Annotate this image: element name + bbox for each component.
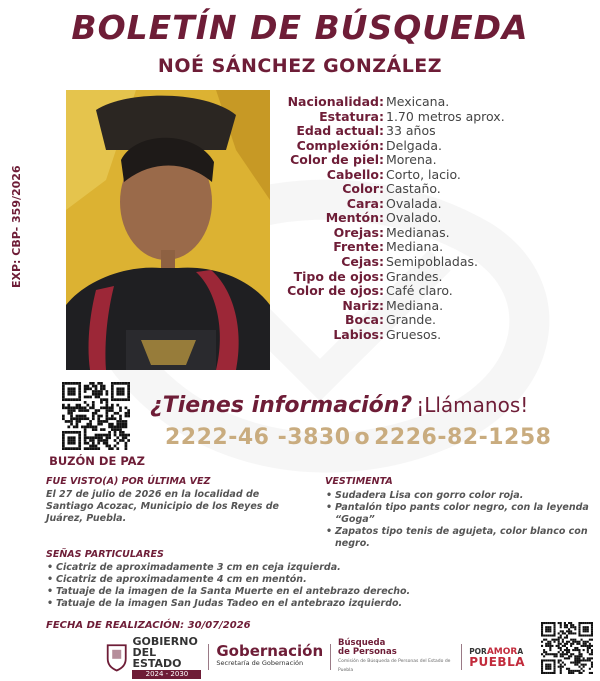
info-call: ¡Llámanos! xyxy=(416,393,529,417)
attribute-row xyxy=(280,284,580,299)
clothing-heading: VESTIMENTA xyxy=(325,476,393,487)
marks-heading: SEÑAS PARTICULARES xyxy=(46,549,164,560)
attribute-label: Frente: xyxy=(333,239,384,255)
attribute-label: Orejas: xyxy=(333,224,384,240)
attribute-label: Complexión: xyxy=(296,137,384,153)
gobernacion-subtitle: Secretaría de Gobernación xyxy=(216,659,304,667)
attribute-row xyxy=(280,328,580,343)
attribute-label: Labios: xyxy=(333,326,384,342)
gobernacion-logo xyxy=(216,642,324,669)
footer-divider xyxy=(461,644,462,670)
attribute-value: Mexicana. xyxy=(386,94,450,109)
phone-numbers xyxy=(165,425,585,450)
marks-section xyxy=(46,549,546,610)
por-amor-a-puebla-logo xyxy=(469,647,525,667)
por-text: POR xyxy=(469,647,487,656)
attribute-value: Medianas. xyxy=(386,224,450,240)
busqueda-subtitle: Comisión de Búsqueda de Personas del Estado de Puebla xyxy=(338,659,451,673)
attribute-label: Cabello: xyxy=(326,166,384,182)
gobernacion-title: Gobernación xyxy=(216,642,324,660)
amor-text: AMOR xyxy=(486,647,518,657)
person-name: NOÉ SÁNCHEZ GONZÁLEZ xyxy=(157,55,443,77)
info-banner xyxy=(150,393,590,418)
attribute-value: Mediana. xyxy=(386,239,444,255)
busqueda-line-2: de Personas xyxy=(338,647,397,657)
footer-qr-code[interactable] xyxy=(541,622,593,674)
attribute-label: Cara: xyxy=(346,195,384,211)
clothing-item: • Zapatos tipo tenis de agujeta, color blanco con negro. xyxy=(325,526,590,550)
mark-item: • Cicatriz de aproximadamente 4 cm en mentón. xyxy=(46,574,546,586)
puebla-text: PUEBLA xyxy=(469,655,526,669)
mark-item: • Tatuaje de la imagen San Judas Tadeo en el antebrazo izquierdo. xyxy=(46,598,546,610)
attribute-label: Nariz: xyxy=(342,297,384,313)
attributes-list xyxy=(280,95,580,342)
attribute-row xyxy=(280,211,580,226)
attribute-label: Mentón: xyxy=(325,210,384,226)
attribute-row xyxy=(280,226,580,241)
attribute-value: Ovalado. xyxy=(386,210,442,226)
attribute-row xyxy=(280,197,580,212)
attribute-row xyxy=(280,270,580,285)
attribute-row xyxy=(280,255,580,270)
attribute-row xyxy=(280,182,580,197)
info-question: ¿Tienes información? xyxy=(150,393,413,418)
attribute-row xyxy=(280,313,580,328)
bulletin-title: BOLETÍN DE BÚSQUEDA xyxy=(71,8,529,47)
clothing-item: • Sudadera Lisa con gorro color roja. xyxy=(325,490,590,502)
attribute-value: Café claro. xyxy=(386,283,453,299)
gobierno-logo xyxy=(132,636,201,679)
attribute-label: Cejas: xyxy=(341,254,384,270)
gobierno-years: 2024 - 2030 xyxy=(132,670,201,679)
attribute-label: Edad actual: xyxy=(296,123,384,139)
attribute-label: Boca: xyxy=(345,312,384,328)
attribute-row xyxy=(280,240,580,255)
phone-number-1[interactable]: 2222-46 -3830 xyxy=(165,425,351,450)
case-number: EXP: CBP- 359/2026 xyxy=(10,165,23,288)
a-text: A xyxy=(517,647,524,656)
buzon-qr-code[interactable] xyxy=(62,382,130,450)
buzon-label: BUZÓN DE PAZ xyxy=(49,454,145,468)
phone-number-2[interactable]: 2226-82-1258 xyxy=(374,425,552,450)
attribute-label: Nacionalidad: xyxy=(287,94,384,109)
attribute-label: Tipo de ojos: xyxy=(293,268,384,284)
attribute-value: Mediana. xyxy=(386,297,444,313)
attribute-value: 1.70 metros aprox. xyxy=(386,108,505,124)
attribute-row xyxy=(280,168,580,183)
attribute-row xyxy=(280,95,580,110)
attribute-label: Color: xyxy=(342,181,384,197)
last-seen-text: El 27 de julio de 2026 en la localidad de Santiago Acozac, Municipio de los Reyes de Juárez, Puebla. xyxy=(46,489,280,524)
busqueda-logo xyxy=(338,639,454,675)
attribute-value: Delgada. xyxy=(386,137,442,153)
attribute-value: Gruesos. xyxy=(386,326,442,342)
mark-item: • Tatuaje de la imagen de la Santa Muerte en el antebrazo derecho. xyxy=(46,586,546,598)
attribute-value: Grandes. xyxy=(386,268,443,284)
attribute-value: Ovalada. xyxy=(386,195,442,211)
attribute-row xyxy=(280,299,580,314)
attribute-value: Grande. xyxy=(386,312,437,328)
last-seen-heading: FUE VISTO(A) POR ÚLTIMA VEZ xyxy=(46,476,211,487)
footer-divider xyxy=(208,644,209,670)
attribute-row xyxy=(280,139,580,154)
attribute-row xyxy=(280,110,580,125)
clothing-section xyxy=(325,476,590,550)
gobierno-line-1: GOBIERNO xyxy=(132,634,198,648)
clothing-item: • Pantalón tipo pants color negro, con la leyenda “Goga” xyxy=(325,502,590,526)
attribute-row xyxy=(280,124,580,139)
attribute-row xyxy=(280,153,580,168)
attribute-label: Estatura: xyxy=(319,108,384,124)
attribute-value: Semipobladas. xyxy=(386,254,479,270)
date-label: FECHA DE REALIZACIÓN: 30/07/2026 xyxy=(46,620,251,631)
mark-item: • Cicatriz de aproximadamente 3 cm en ceja izquierda. xyxy=(46,562,546,574)
attribute-value: Morena. xyxy=(386,152,437,168)
state-crest-icon xyxy=(105,641,128,673)
footer-logos xyxy=(105,634,526,678)
attribute-label: Color de ojos: xyxy=(287,283,384,299)
attribute-value: Corto, lacio. xyxy=(386,166,461,182)
attribute-value: Castaño. xyxy=(386,181,441,197)
busqueda-line-1: Búsqueda xyxy=(338,638,386,648)
phone-separator: o xyxy=(354,425,371,450)
attribute-value: 33 años xyxy=(386,123,436,139)
person-photo xyxy=(66,90,270,370)
gobierno-line-2: DEL ESTADO xyxy=(132,645,182,670)
footer-divider xyxy=(330,644,331,670)
attribute-label: Color de piel: xyxy=(290,152,384,168)
last-seen-section xyxy=(46,476,301,525)
